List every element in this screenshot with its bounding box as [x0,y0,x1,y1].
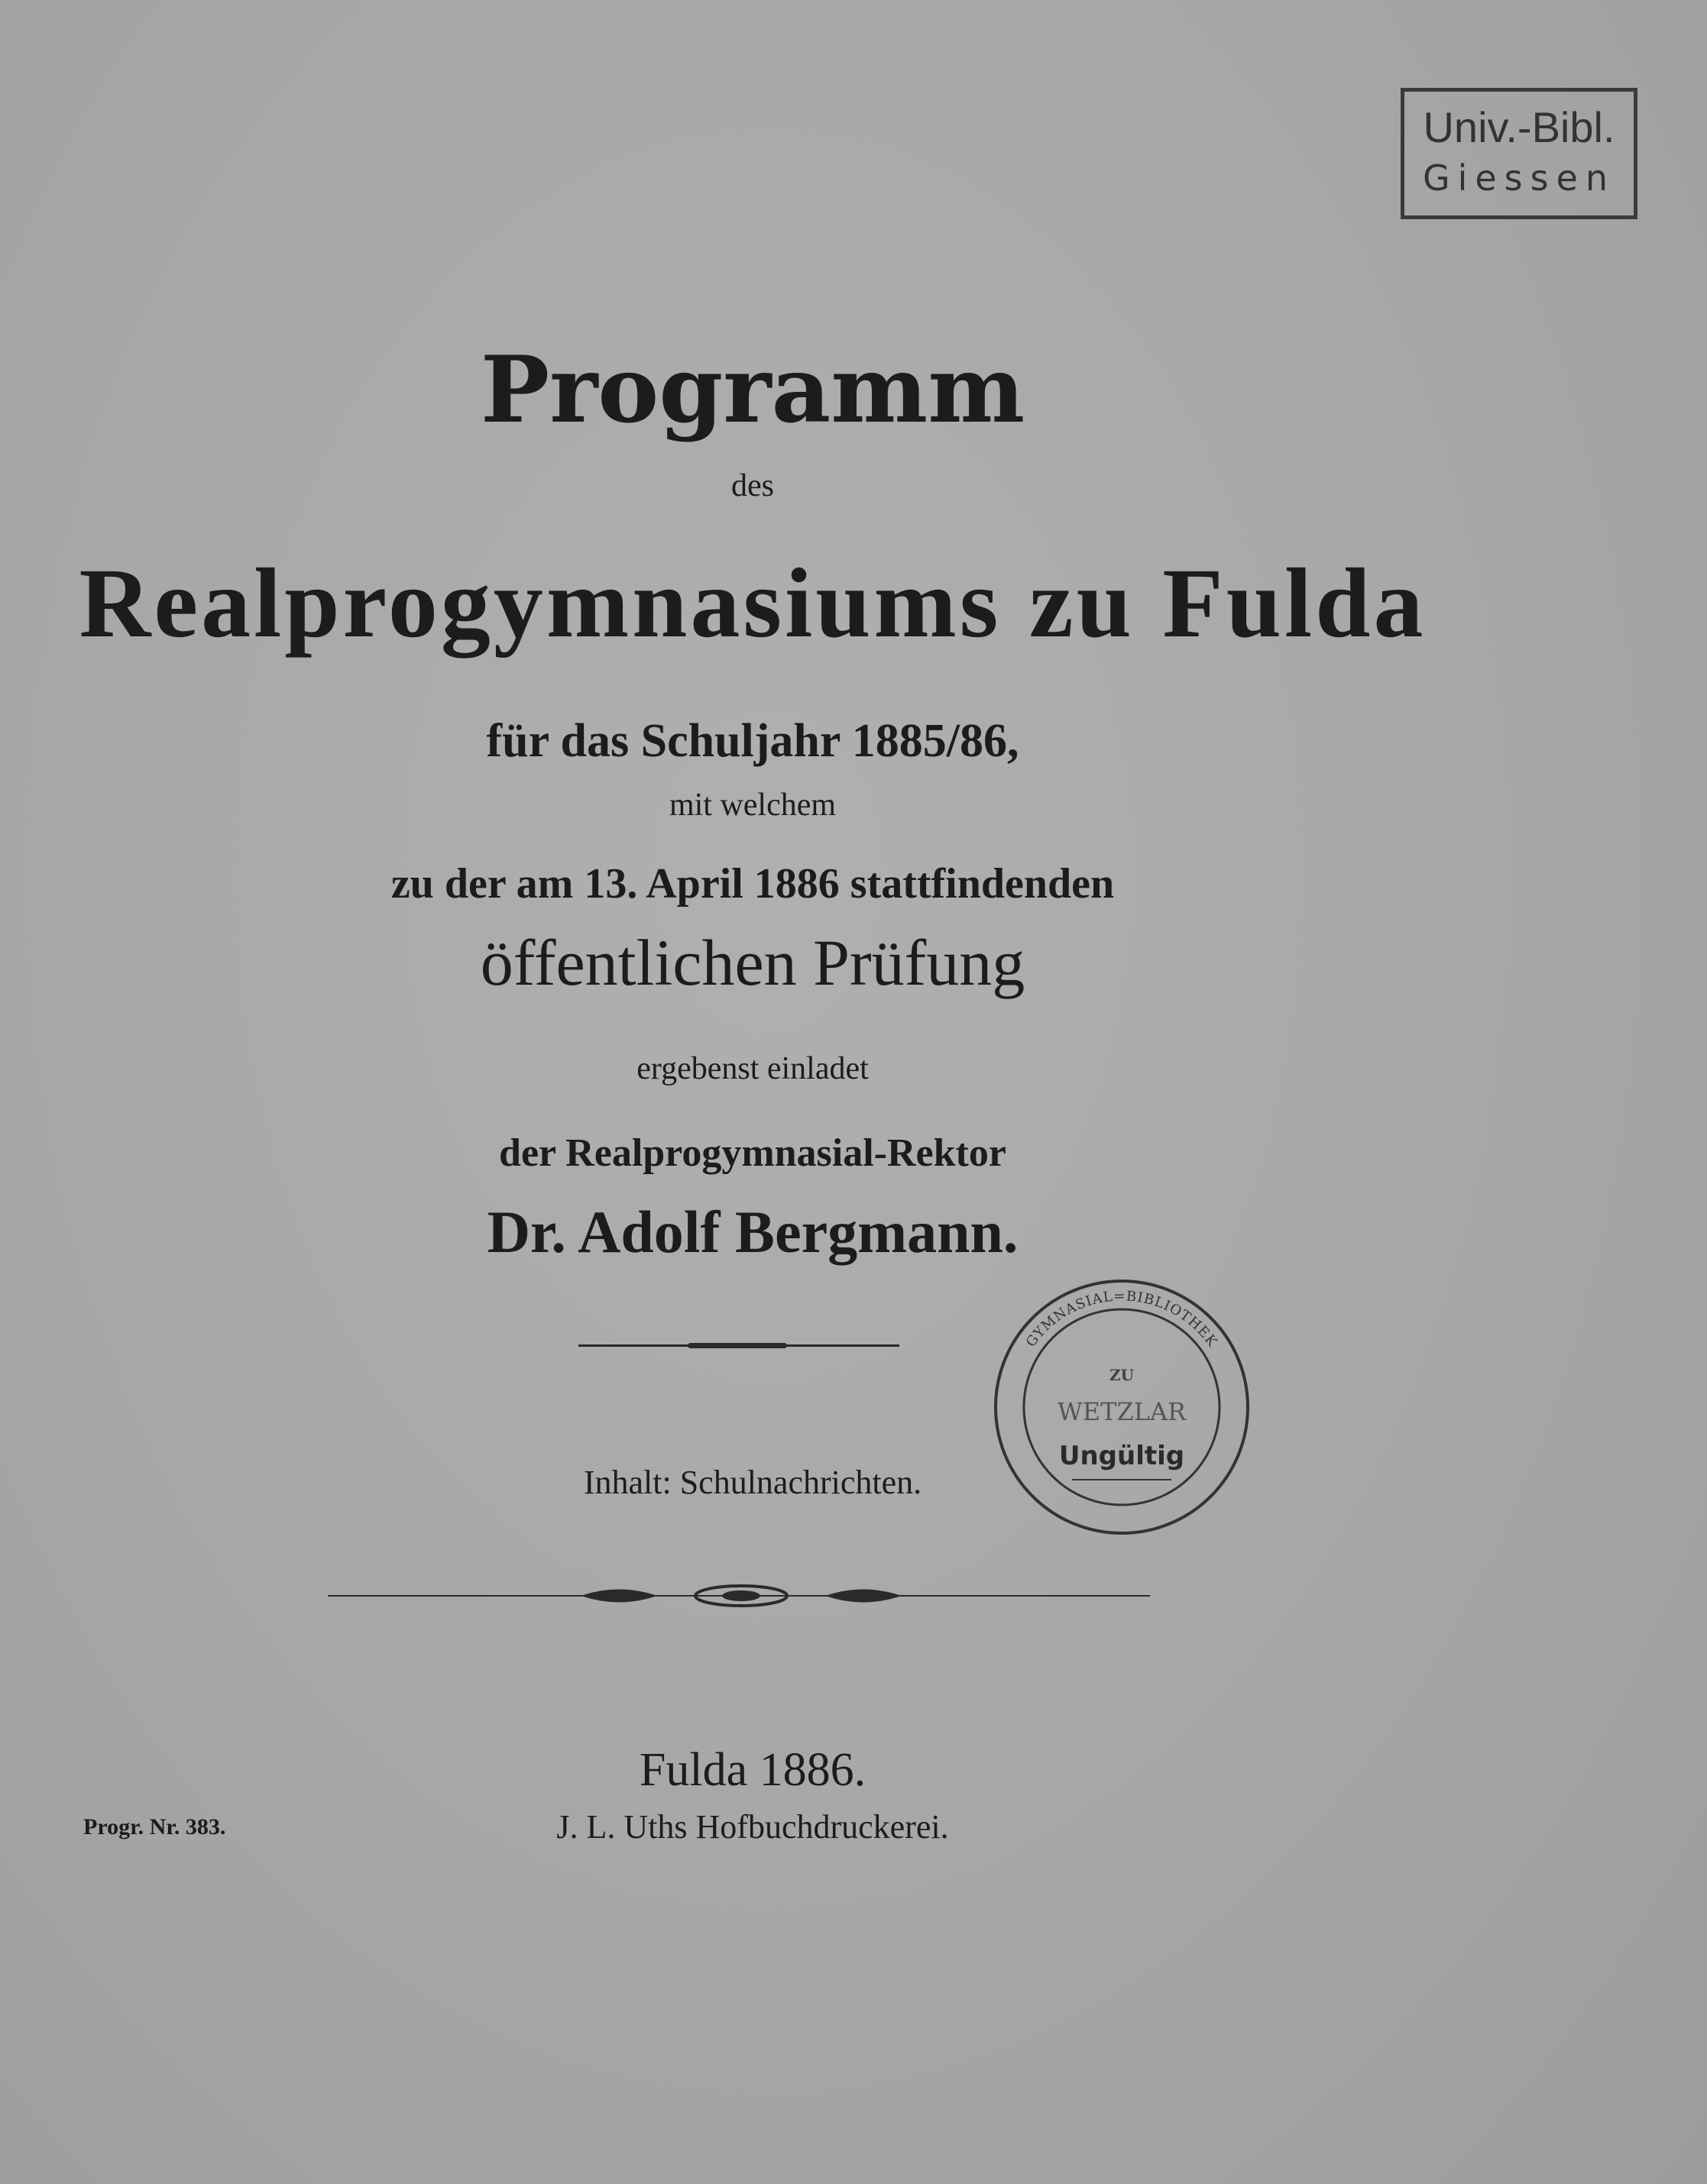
library-stamp [1401,88,1637,219]
occasion: zu der am 13. April 1886 stattfindenden [390,860,1115,908]
author: Dr. Adolf Bergmann. [487,1199,1019,1265]
role: der Realprogymnasial-Rektor [499,1131,1006,1175]
imprint-printer: J. L. Uths Hofbuchdruckerei. [556,1808,949,1846]
mit-welchem: mit welchem [669,788,837,823]
seal-center-top: ZU [1109,1366,1135,1384]
imprint-place-year: Fulda 1886. [639,1744,866,1796]
school-year: für das Schuljahr 1885/86, [486,715,1019,767]
library-seal [988,1273,1255,1541]
library-stamp-line1: Univ.-Bibl. [1423,103,1615,151]
title-des: des [731,468,774,503]
title-institution: Realprogymnasiums zu Fulda [79,548,1427,658]
contents: Inhalt: Schulnachrichten. [583,1464,922,1501]
seal-ring-text: GYMNASIAL=BIBLIOTHEK [1022,1288,1221,1351]
title-programm: Programm [480,336,1025,444]
ornament-flourish [573,1581,909,1610]
invites: ergebenst einladet [636,1051,869,1086]
divider-rule-center [688,1343,787,1348]
event: öffentlichen Prüfung [480,926,1025,999]
library-stamp-line2: Giessen [1422,157,1616,199]
seal-overstamp: Ungültig [1058,1441,1185,1471]
seal-center: WETZLAR [1057,1397,1187,1426]
program-number: Progr. Nr. 383. [83,1814,226,1839]
